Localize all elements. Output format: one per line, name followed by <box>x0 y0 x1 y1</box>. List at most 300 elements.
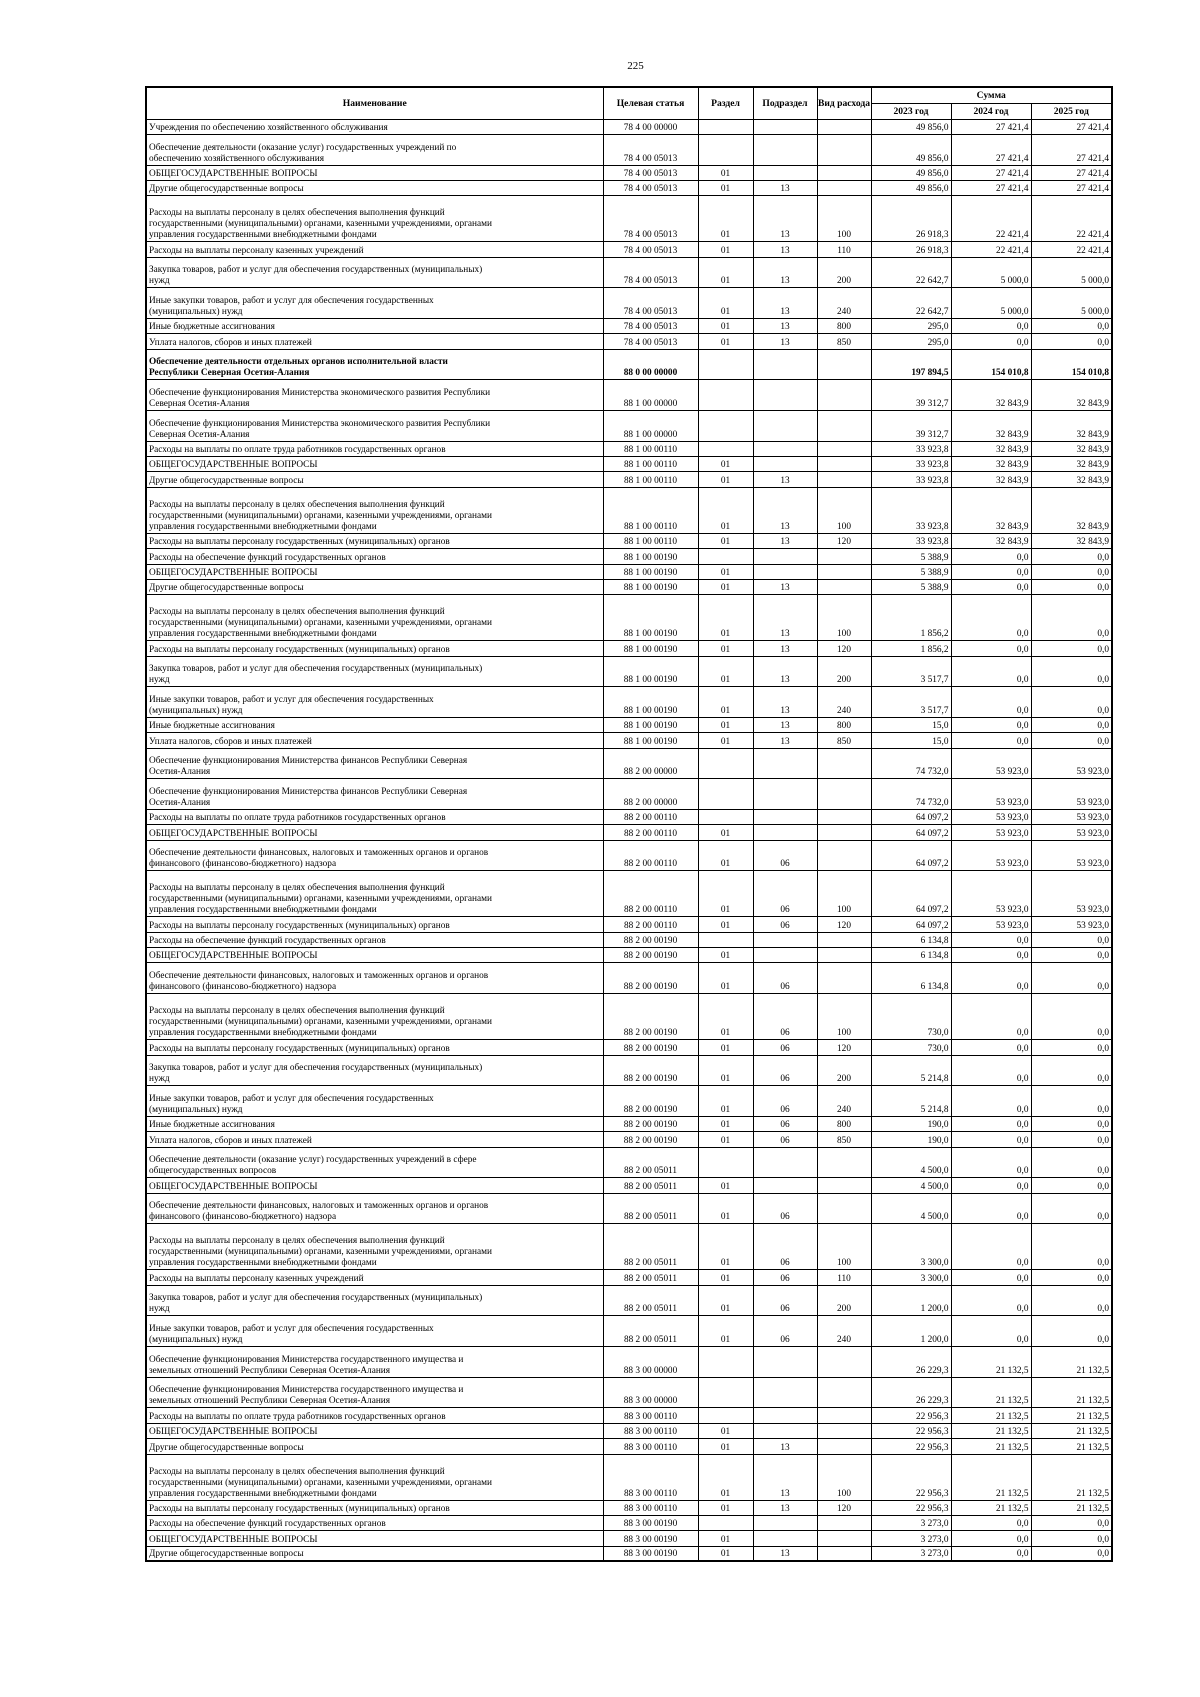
row-vid: 800 <box>817 1116 871 1131</box>
row-name: Другие общегосударственные вопросы <box>146 1439 603 1454</box>
row-sum-2024: 32 843,9 <box>951 380 1031 411</box>
row-name: Обеспечение функционирования Министерства экономического развития Республики Северная Осетия-Алания <box>146 380 603 411</box>
row-sum-2023: 3 273,0 <box>871 1515 951 1530</box>
header-year-2025: 2025 год <box>1031 103 1112 119</box>
row-podrazdel: 06 <box>753 1285 817 1316</box>
row-vid <box>817 1347 871 1378</box>
row-name: Другие общегосударственные вопросы <box>146 472 603 487</box>
row-sum-2025: 32 843,9 <box>1031 533 1112 548</box>
row-name: Иные закупки товаров, работ и услуг для обеспечения государственных (муниципальных) нужд <box>146 687 603 718</box>
row-vid: 100 <box>817 1224 871 1270</box>
budget-table <box>145 86 1113 1562</box>
row-podrazdel: 13 <box>753 1546 817 1561</box>
row-podrazdel <box>753 779 817 810</box>
row-sum-2025: 32 843,9 <box>1031 457 1112 472</box>
row-sum-2024: 32 843,9 <box>951 457 1031 472</box>
row-vid <box>817 1439 871 1454</box>
row-podrazdel: 06 <box>753 871 817 917</box>
row-podrazdel: 13 <box>753 1454 817 1500</box>
row-name: Другие общегосударственные вопросы <box>146 180 603 195</box>
row-sum-2025: 0,0 <box>1031 1147 1112 1178</box>
table-row <box>146 1454 1112 1500</box>
row-sum-2024: 0,0 <box>951 549 1031 564</box>
header-name: Наименование <box>146 87 603 119</box>
row-podrazdel: 06 <box>753 1224 817 1270</box>
row-sum-2025: 0,0 <box>1031 1316 1112 1347</box>
row-razdel <box>698 779 753 810</box>
row-podrazdel: 06 <box>753 840 817 871</box>
row-sum-2025: 21 132,5 <box>1031 1439 1112 1454</box>
row-name: Другие общегосударственные вопросы <box>146 579 603 594</box>
row-vid <box>817 1423 871 1438</box>
row-razdel: 01 <box>698 457 753 472</box>
row-podrazdel <box>753 380 817 411</box>
row-podrazdel: 06 <box>753 1040 817 1055</box>
row-target: 88 1 00 00110 <box>603 457 698 472</box>
row-sum-2023: 730,0 <box>871 994 951 1040</box>
row-sum-2024: 0,0 <box>951 733 1031 748</box>
row-podrazdel: 13 <box>753 196 817 242</box>
row-podrazdel <box>753 1178 817 1193</box>
row-name: Закупка товаров, работ и услуг для обеспечения государственных (муниципальных) нужд <box>146 656 603 687</box>
row-name: Расходы на выплаты персоналу казенных учреждений <box>146 1270 603 1285</box>
row-name: Обеспечение деятельности (оказание услуг) государственных учреждений в сфере общегосударственных вопросов <box>146 1147 603 1178</box>
row-target: 88 2 00 05011 <box>603 1285 698 1316</box>
row-podrazdel: 13 <box>753 180 817 195</box>
row-sum-2024: 32 843,9 <box>951 533 1031 548</box>
row-podrazdel <box>753 564 817 579</box>
row-name: Расходы на выплаты персоналу в целях обеспечения выполнения функций государственными (муниципальными) органами, казенными учреждениями, органами управления государственными внебюджетными фондами <box>146 196 603 242</box>
row-podrazdel: 13 <box>753 717 817 732</box>
row-razdel: 01 <box>698 1454 753 1500</box>
table-row <box>146 288 1112 319</box>
row-vid <box>817 825 871 840</box>
row-target: 88 3 00 00110 <box>603 1408 698 1423</box>
table-row <box>146 257 1112 288</box>
row-sum-2023: 33 923,8 <box>871 472 951 487</box>
row-sum-2024: 32 843,9 <box>951 487 1031 533</box>
row-vid <box>817 380 871 411</box>
row-target: 88 1 00 00190 <box>603 717 698 732</box>
row-vid: 120 <box>817 917 871 932</box>
row-target: 88 2 00 05011 <box>603 1316 698 1347</box>
row-sum-2023: 33 923,8 <box>871 457 951 472</box>
row-sum-2024: 0,0 <box>951 1086 1031 1117</box>
row-sum-2023: 64 097,2 <box>871 810 951 825</box>
row-name: ОБЩЕГОСУДАРСТВЕННЫЕ ВОПРОСЫ <box>146 825 603 840</box>
row-name: Расходы на выплаты персоналу государственных (муниципальных) органов <box>146 1040 603 1055</box>
row-razdel: 01 <box>698 917 753 932</box>
row-sum-2023: 22 956,3 <box>871 1454 951 1500</box>
table-row <box>146 810 1112 825</box>
row-sum-2025: 0,0 <box>1031 1270 1112 1285</box>
row-razdel: 01 <box>698 1285 753 1316</box>
row-target: 88 2 00 00110 <box>603 917 698 932</box>
row-sum-2025: 0,0 <box>1031 595 1112 641</box>
row-sum-2023: 3 273,0 <box>871 1546 951 1561</box>
row-target: 88 1 00 00110 <box>603 441 698 456</box>
row-podrazdel: 06 <box>753 994 817 1040</box>
row-vid <box>817 564 871 579</box>
row-name: Иные бюджетные ассигнования <box>146 717 603 732</box>
row-sum-2024: 0,0 <box>951 687 1031 718</box>
row-target: 88 1 00 00190 <box>603 687 698 718</box>
row-podrazdel <box>753 119 817 134</box>
row-name: Расходы на выплаты персоналу государственных (муниципальных) органов <box>146 641 603 656</box>
row-vid: 100 <box>817 487 871 533</box>
table-row <box>146 457 1112 472</box>
row-name: Уплата налогов, сборов и иных платежей <box>146 1132 603 1147</box>
row-target: 88 1 00 00190 <box>603 733 698 748</box>
row-target: 88 2 00 00110 <box>603 840 698 871</box>
row-sum-2024: 0,0 <box>951 334 1031 349</box>
row-vid: 120 <box>817 533 871 548</box>
row-podrazdel <box>753 457 817 472</box>
row-razdel: 01 <box>698 242 753 257</box>
row-podrazdel: 13 <box>753 288 817 319</box>
row-podrazdel: 06 <box>753 1193 817 1224</box>
table-row <box>146 779 1112 810</box>
row-sum-2023: 5 214,8 <box>871 1086 951 1117</box>
row-sum-2023: 5 388,9 <box>871 579 951 594</box>
table-row <box>146 1285 1112 1316</box>
row-name: Расходы на выплаты персоналу государственных (муниципальных) органов <box>146 917 603 932</box>
table-row <box>146 1086 1112 1117</box>
row-sum-2025: 5 000,0 <box>1031 257 1112 288</box>
row-razdel: 01 <box>698 871 753 917</box>
row-vid: 240 <box>817 288 871 319</box>
row-sum-2024: 32 843,9 <box>951 441 1031 456</box>
table-row <box>146 1316 1112 1347</box>
row-target: 78 4 00 05013 <box>603 196 698 242</box>
row-target: 88 3 00 00000 <box>603 1347 698 1378</box>
row-target: 78 4 00 05013 <box>603 318 698 333</box>
row-target: 88 2 00 05011 <box>603 1147 698 1178</box>
table-row <box>146 134 1112 165</box>
row-name: Иные бюджетные ассигнования <box>146 318 603 333</box>
row-vid <box>817 1531 871 1546</box>
table-row <box>146 549 1112 564</box>
row-razdel <box>698 549 753 564</box>
row-sum-2024: 0,0 <box>951 932 1031 947</box>
row-name: Расходы на выплаты персоналу в целях обеспечения выполнения функций государственными (муниципальными) органами, казенными учреждениями, органами управления государственными внебюджетными фондами <box>146 595 603 641</box>
row-razdel: 01 <box>698 1055 753 1086</box>
row-podrazdel <box>753 948 817 963</box>
row-vid <box>817 1193 871 1224</box>
row-vid <box>817 441 871 456</box>
row-podrazdel <box>753 1377 817 1408</box>
row-target: 88 1 00 00000 <box>603 411 698 442</box>
row-razdel <box>698 810 753 825</box>
row-vid <box>817 1408 871 1423</box>
row-name: Иные бюджетные ассигнования <box>146 1116 603 1131</box>
table-row <box>146 1531 1112 1546</box>
row-razdel <box>698 380 753 411</box>
table-row <box>146 717 1112 732</box>
row-name: Учреждения по обеспечению хозяйственного обслуживания <box>146 119 603 134</box>
row-sum-2023: 6 134,8 <box>871 932 951 947</box>
row-vid: 800 <box>817 717 871 732</box>
table-row <box>146 119 1112 134</box>
row-sum-2023: 22 956,3 <box>871 1423 951 1438</box>
row-sum-2025: 0,0 <box>1031 1086 1112 1117</box>
row-sum-2023: 74 732,0 <box>871 748 951 779</box>
row-name: Уплата налогов, сборов и иных платежей <box>146 733 603 748</box>
row-podrazdel: 06 <box>753 1116 817 1131</box>
row-target: 88 2 00 00190 <box>603 994 698 1040</box>
row-sum-2025: 53 923,0 <box>1031 748 1112 779</box>
row-sum-2024: 53 923,0 <box>951 779 1031 810</box>
row-target: 78 4 00 05013 <box>603 334 698 349</box>
row-razdel <box>698 932 753 947</box>
row-sum-2025: 53 923,0 <box>1031 840 1112 871</box>
row-razdel: 01 <box>698 641 753 656</box>
row-sum-2024: 0,0 <box>951 1270 1031 1285</box>
row-vid: 120 <box>817 641 871 656</box>
row-sum-2025: 0,0 <box>1031 1132 1112 1147</box>
row-podrazdel <box>753 748 817 779</box>
table-row <box>146 748 1112 779</box>
row-sum-2023: 33 923,8 <box>871 533 951 548</box>
row-sum-2024: 154 010,8 <box>951 349 1031 380</box>
row-name: Расходы на обеспечение функций государственных органов <box>146 932 603 947</box>
table-row <box>146 733 1112 748</box>
row-razdel: 01 <box>698 180 753 195</box>
row-podrazdel: 13 <box>753 257 817 288</box>
row-sum-2025: 53 923,0 <box>1031 825 1112 840</box>
row-sum-2025: 0,0 <box>1031 717 1112 732</box>
row-sum-2023: 22 642,7 <box>871 257 951 288</box>
row-sum-2024: 21 132,5 <box>951 1347 1031 1378</box>
row-vid: 100 <box>817 595 871 641</box>
row-name: Уплата налогов, сборов и иных платежей <box>146 334 603 349</box>
row-razdel: 01 <box>698 1270 753 1285</box>
row-sum-2023: 64 097,2 <box>871 871 951 917</box>
row-target: 88 2 00 05011 <box>603 1193 698 1224</box>
row-sum-2023: 4 500,0 <box>871 1193 951 1224</box>
row-sum-2024: 0,0 <box>951 564 1031 579</box>
row-sum-2023: 22 956,3 <box>871 1500 951 1515</box>
header-razdel: Раздел <box>698 87 753 119</box>
row-podrazdel: 06 <box>753 1132 817 1147</box>
row-sum-2023: 295,0 <box>871 318 951 333</box>
row-razdel <box>698 1408 753 1423</box>
row-vid: 240 <box>817 1086 871 1117</box>
page-number: 225 <box>627 60 644 72</box>
row-razdel: 01 <box>698 1531 753 1546</box>
row-sum-2025: 53 923,0 <box>1031 810 1112 825</box>
table-row <box>146 994 1112 1040</box>
row-sum-2023: 3 300,0 <box>871 1270 951 1285</box>
row-sum-2023: 26 918,3 <box>871 196 951 242</box>
table-row <box>146 1224 1112 1270</box>
row-target: 88 2 00 00110 <box>603 871 698 917</box>
row-vid <box>817 165 871 180</box>
row-target: 78 4 00 05013 <box>603 165 698 180</box>
row-name: Расходы на выплаты по оплате труда работников государственных органов <box>146 1408 603 1423</box>
row-sum-2025: 0,0 <box>1031 1055 1112 1086</box>
row-name: Иные закупки товаров, работ и услуг для обеспечения государственных (муниципальных) нужд <box>146 288 603 319</box>
row-sum-2023: 64 097,2 <box>871 840 951 871</box>
row-sum-2025: 21 132,5 <box>1031 1408 1112 1423</box>
row-name: Обеспечение деятельности отдельных органов исполнительной власти Республики Северная Осетия-Алания <box>146 349 603 380</box>
row-sum-2024: 0,0 <box>951 1546 1031 1561</box>
header-vid: Вид расхода <box>817 87 871 119</box>
row-razdel: 01 <box>698 1040 753 1055</box>
row-vid <box>817 549 871 564</box>
row-razdel: 01 <box>698 1116 753 1131</box>
table-row <box>146 917 1112 932</box>
row-podrazdel <box>753 1515 817 1530</box>
row-vid: 100 <box>817 196 871 242</box>
row-sum-2024: 0,0 <box>951 994 1031 1040</box>
row-razdel: 01 <box>698 687 753 718</box>
row-sum-2025: 27 421,4 <box>1031 119 1112 134</box>
row-vid <box>817 134 871 165</box>
row-sum-2024: 0,0 <box>951 1531 1031 1546</box>
row-sum-2024: 0,0 <box>951 1193 1031 1224</box>
row-podrazdel: 13 <box>753 318 817 333</box>
row-sum-2023: 5 388,9 <box>871 564 951 579</box>
row-sum-2024: 0,0 <box>951 1040 1031 1055</box>
table-row <box>146 1270 1112 1285</box>
row-sum-2024: 0,0 <box>951 641 1031 656</box>
row-razdel: 01 <box>698 1178 753 1193</box>
row-sum-2023: 64 097,2 <box>871 825 951 840</box>
table-row <box>146 1347 1112 1378</box>
row-vid: 200 <box>817 1285 871 1316</box>
row-vid: 200 <box>817 1055 871 1086</box>
row-razdel: 01 <box>698 825 753 840</box>
row-podrazdel <box>753 165 817 180</box>
table-row <box>146 380 1112 411</box>
row-sum-2024: 53 923,0 <box>951 748 1031 779</box>
row-target: 78 4 00 05013 <box>603 288 698 319</box>
row-sum-2024: 21 132,5 <box>951 1439 1031 1454</box>
row-name: ОБЩЕГОСУДАРСТВЕННЫЕ ВОПРОСЫ <box>146 948 603 963</box>
row-sum-2023: 74 732,0 <box>871 779 951 810</box>
row-name: Иные закупки товаров, работ и услуг для обеспечения государственных (муниципальных) нужд <box>146 1086 603 1117</box>
row-podrazdel: 13 <box>753 733 817 748</box>
row-vid <box>817 1377 871 1408</box>
row-name: Иные закупки товаров, работ и услуг для обеспечения государственных (муниципальных) нужд <box>146 1316 603 1347</box>
table-header <box>146 87 1112 119</box>
row-razdel: 01 <box>698 1423 753 1438</box>
row-target: 88 3 00 00110 <box>603 1454 698 1500</box>
table-row <box>146 641 1112 656</box>
row-name: Расходы на выплаты персоналу в целях обеспечения выполнения функций государственными (муниципальными) органами, казенными учреждениями, органами управления государственными внебюджетными фондами <box>146 1224 603 1270</box>
row-sum-2025: 5 000,0 <box>1031 288 1112 319</box>
row-razdel <box>698 134 753 165</box>
row-sum-2025: 0,0 <box>1031 1178 1112 1193</box>
row-podrazdel: 13 <box>753 641 817 656</box>
row-target: 88 1 00 00190 <box>603 549 698 564</box>
row-name: Расходы на выплаты персоналу государственных (муниципальных) органов <box>146 1500 603 1515</box>
row-vid: 100 <box>817 1454 871 1500</box>
row-razdel <box>698 1377 753 1408</box>
row-name: ОБЩЕГОСУДАРСТВЕННЫЕ ВОПРОСЫ <box>146 165 603 180</box>
row-sum-2024: 0,0 <box>951 595 1031 641</box>
row-sum-2023: 49 856,0 <box>871 180 951 195</box>
row-sum-2025: 0,0 <box>1031 1531 1112 1546</box>
table-row <box>146 1116 1112 1131</box>
row-sum-2023: 49 856,0 <box>871 165 951 180</box>
row-sum-2024: 27 421,4 <box>951 119 1031 134</box>
table-row <box>146 1546 1112 1561</box>
row-razdel: 01 <box>698 1439 753 1454</box>
table-row <box>146 1423 1112 1438</box>
row-vid: 120 <box>817 1040 871 1055</box>
row-vid <box>817 932 871 947</box>
row-name: Расходы на обеспечение функций государственных органов <box>146 549 603 564</box>
row-sum-2025: 0,0 <box>1031 733 1112 748</box>
table-row <box>146 411 1112 442</box>
row-sum-2024: 5 000,0 <box>951 257 1031 288</box>
row-name: Расходы на выплаты персоналу в целях обеспечения выполнения функций государственными (муниципальными) органами, казенными учреждениями, органами управления государственными внебюджетными фондами <box>146 871 603 917</box>
table-row <box>146 180 1112 195</box>
row-sum-2024: 0,0 <box>951 1147 1031 1178</box>
row-razdel <box>698 748 753 779</box>
row-sum-2024: 32 843,9 <box>951 411 1031 442</box>
header-podrazdel: Подраздел <box>753 87 817 119</box>
row-sum-2024: 0,0 <box>951 717 1031 732</box>
row-podrazdel: 13 <box>753 334 817 349</box>
row-sum-2023: 15,0 <box>871 717 951 732</box>
row-razdel: 01 <box>698 963 753 994</box>
row-sum-2025: 53 923,0 <box>1031 871 1112 917</box>
table-row <box>146 871 1112 917</box>
row-name: Закупка товаров, работ и услуг для обеспечения государственных (муниципальных) нужд <box>146 257 603 288</box>
row-sum-2023: 39 312,7 <box>871 411 951 442</box>
row-name: Расходы на выплаты по оплате труда работников государственных органов <box>146 441 603 456</box>
row-target: 88 2 00 00110 <box>603 825 698 840</box>
row-vid: 200 <box>817 656 871 687</box>
row-sum-2024: 0,0 <box>951 1285 1031 1316</box>
row-razdel: 01 <box>698 487 753 533</box>
row-sum-2025: 0,0 <box>1031 564 1112 579</box>
row-target: 88 2 00 05011 <box>603 1224 698 1270</box>
row-razdel: 01 <box>698 1546 753 1561</box>
row-target: 88 3 00 00190 <box>603 1515 698 1530</box>
row-vid <box>817 1178 871 1193</box>
row-target: 88 2 00 00190 <box>603 963 698 994</box>
row-target: 88 2 00 00190 <box>603 932 698 947</box>
row-target: 88 2 00 00000 <box>603 779 698 810</box>
row-target: 88 3 00 00190 <box>603 1546 698 1561</box>
row-name: Обеспечение деятельности финансовых, налоговых и таможенных органов и органов финансового (финансово-бюджетного) надзора <box>146 1193 603 1224</box>
row-sum-2024: 0,0 <box>951 963 1031 994</box>
row-vid: 850 <box>817 733 871 748</box>
row-target: 88 1 00 00190 <box>603 641 698 656</box>
row-vid <box>817 963 871 994</box>
row-sum-2023: 3 517,7 <box>871 656 951 687</box>
row-vid <box>817 411 871 442</box>
row-podrazdel: 06 <box>753 1270 817 1285</box>
row-name: Закупка товаров, работ и услуг для обеспечения государственных (муниципальных) нужд <box>146 1285 603 1316</box>
header-target: Целевая статья <box>603 87 698 119</box>
row-sum-2023: 33 923,8 <box>871 441 951 456</box>
row-sum-2025: 0,0 <box>1031 1116 1112 1131</box>
table-row <box>146 1515 1112 1530</box>
row-sum-2023: 26 229,3 <box>871 1377 951 1408</box>
row-podrazdel: 13 <box>753 1439 817 1454</box>
row-sum-2023: 6 134,8 <box>871 948 951 963</box>
row-vid <box>817 349 871 380</box>
row-sum-2025: 32 843,9 <box>1031 380 1112 411</box>
row-sum-2024: 21 132,5 <box>951 1377 1031 1408</box>
row-name: Обеспечение функционирования Министерства государственного имущества и земельных отношений Республики Северная Осетия-Алания <box>146 1347 603 1378</box>
row-sum-2024: 0,0 <box>951 1316 1031 1347</box>
